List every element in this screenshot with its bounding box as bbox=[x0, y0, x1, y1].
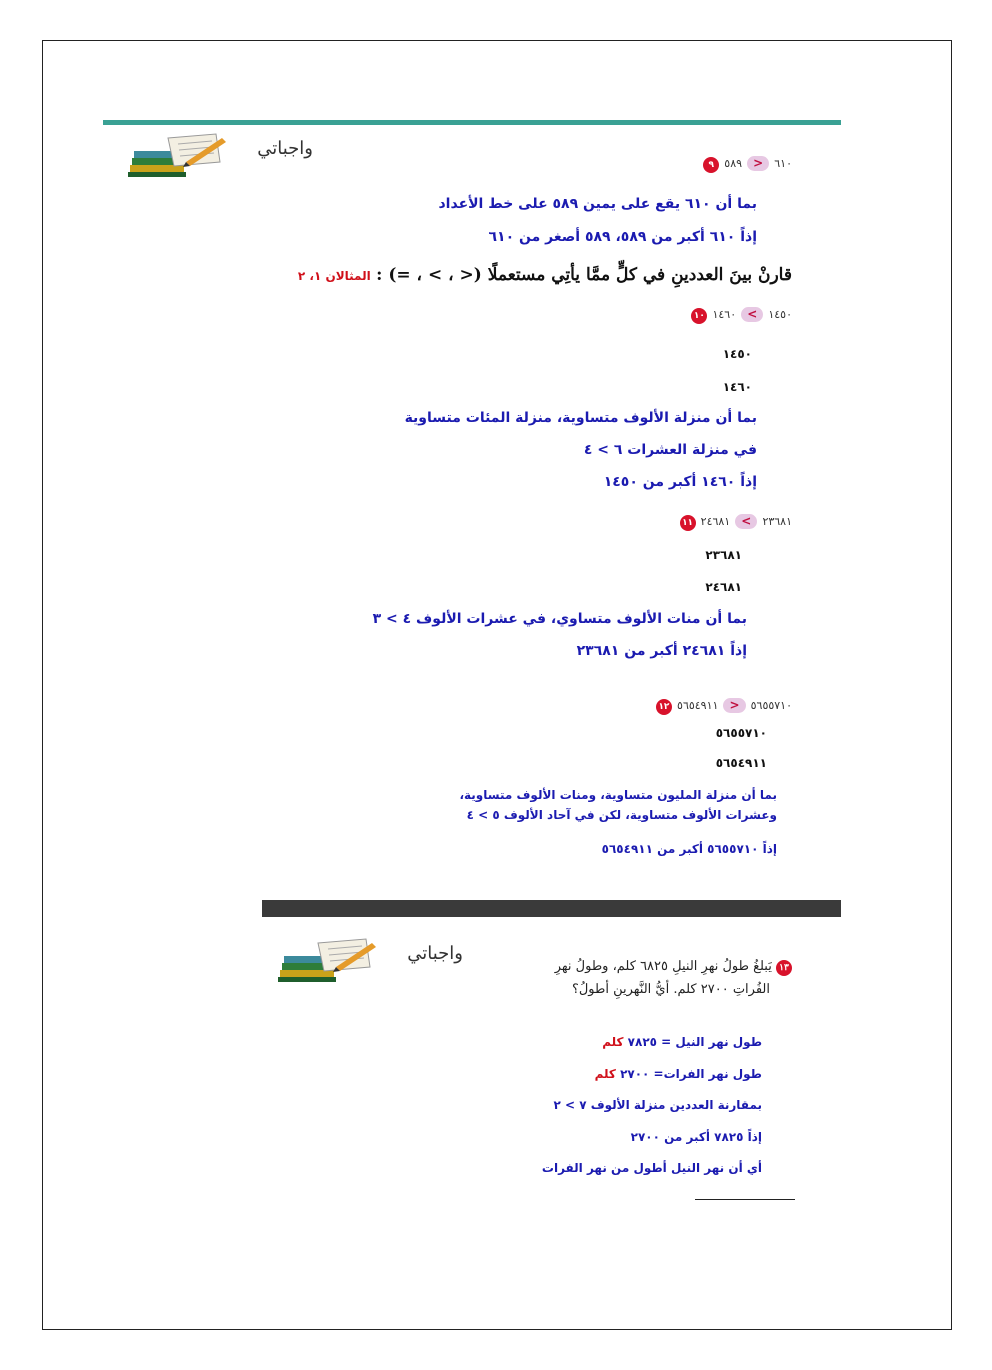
homework-logo-2 bbox=[278, 935, 463, 985]
logo-title: واجباتي bbox=[257, 138, 313, 159]
q10-line-1: بما أن منزلة الألوف متساوية، منزلة المئات متساوية bbox=[404, 410, 757, 426]
q10-left-number: ١٤٦٠ bbox=[712, 308, 737, 321]
q9-header bbox=[632, 152, 792, 173]
q9-number-badge: ٩ bbox=[703, 157, 719, 173]
q11-line-2: إذاً ٢٤٦٨١ أكبر من ٢٣٦٨١ bbox=[576, 643, 747, 659]
q13-nile-unit: كلم bbox=[602, 1035, 624, 1049]
logo-title-2: واجباتي bbox=[407, 943, 463, 964]
q10-header bbox=[592, 303, 792, 324]
books-pencil-icon bbox=[128, 132, 228, 180]
q13-prompt-line-2: الفُراتِ ٢٧٠٠ كلم. أيُّ النَّهرينِ أطولُ؟ bbox=[571, 982, 770, 997]
q10-stack-1: ١٤٥٠ bbox=[722, 347, 752, 361]
q11-operator: > bbox=[735, 514, 757, 529]
q9-line-2: إذاً ٦١٠ أكبر من ٥٨٩، ٥٨٩ أصغر من ٦١٠ bbox=[488, 229, 757, 245]
q13-line-2: إذاً ٧٨٢٥ أكبر من ٢٧٠٠ bbox=[630, 1130, 762, 1144]
section-divider-bar bbox=[262, 900, 841, 917]
q12-right-number: ٥٦٥٥٧١٠ bbox=[750, 699, 792, 712]
q13-euph-line bbox=[595, 1067, 762, 1081]
q13-prompt-line-1 bbox=[555, 959, 792, 976]
books-pencil-icon bbox=[278, 937, 378, 985]
q11-stack-1: ٢٣٦٨١ bbox=[705, 548, 742, 562]
q11-number-badge: ١١ bbox=[680, 515, 696, 531]
section-top-rule bbox=[103, 120, 841, 125]
q12-header bbox=[542, 694, 792, 715]
q13-euph-unit: كلم bbox=[594, 1067, 616, 1081]
q13-nile-label: طول نهر النيل = ٧٨٢٥ bbox=[627, 1035, 762, 1049]
q13-number-badge: ١٣ bbox=[776, 960, 792, 976]
q10-operator: > bbox=[741, 307, 763, 322]
q10-number-badge: ١٠ bbox=[691, 308, 707, 324]
q11-line-1: بما أن منات الألوف متساوي، في عشرات الألوف ٤ > ٣ bbox=[372, 611, 747, 627]
q11-header bbox=[562, 510, 792, 531]
q13-euph-label: طول نهر الفرات= ٢٧٠٠ bbox=[620, 1067, 762, 1081]
q12-stack-1: ٥٦٥٥٧١٠ bbox=[715, 726, 767, 740]
q12-line-2: وعشرات الألوف متساوية، لكن في آحاد الألوف ٥ > ٤ bbox=[466, 808, 777, 822]
q9-right-number: ٦١٠ bbox=[774, 157, 792, 170]
q10-right-number: ١٤٥٠ bbox=[768, 308, 792, 321]
q13-line-1: بمقارنة العددين منزلة الألوف ٧ > ٢ bbox=[553, 1098, 762, 1112]
q10-line-3: إذاً ١٤٦٠ أكبر من ١٤٥٠ bbox=[603, 474, 757, 490]
q9-left-number: ٥٨٩ bbox=[724, 157, 743, 170]
q12-number-badge: ١٢ bbox=[656, 699, 672, 715]
q9-operator: < bbox=[747, 156, 769, 171]
q12-left-number: ٥٦٥٤٩١١ bbox=[677, 699, 719, 712]
instruction-line bbox=[298, 265, 792, 285]
q12-stack-2: ٥٦٥٤٩١١ bbox=[715, 756, 767, 770]
q12-line-3: إذاً ٥٦٥٥٧١٠ أكبر من ٥٦٥٤٩١١ bbox=[601, 842, 777, 856]
answer-underline bbox=[695, 1199, 795, 1200]
q12-line-1: بما أن منزلة المليون متساوية، ومنات الألوف متساوية، bbox=[459, 788, 777, 802]
q9-line-1: بما أن ٦١٠ يقع على يمين ٥٨٩ على خط الأعداد bbox=[438, 196, 757, 212]
instruction-text: قارنْ بينَ العددينِ في كلٍّ ممَّا يأتِي مستعملًا (< ، > ، =) : bbox=[376, 265, 792, 285]
q11-right-number: ٢٣٦٨١ bbox=[762, 515, 792, 528]
q10-stack-2: ١٤٦٠ bbox=[722, 380, 752, 394]
q12-operator: < bbox=[723, 698, 745, 713]
q13-prompt-text-1: يَبلغُ طولُ نهرِ النيلِ ٦٨٢٥ كلم، وطولُ نهرِ bbox=[554, 959, 772, 974]
instruction-ref: المثالان ١، ٢ bbox=[297, 269, 371, 283]
q11-left-number: ٢٤٦٨١ bbox=[700, 515, 731, 528]
q13-nile-line bbox=[602, 1035, 762, 1049]
q13-line-3: أي أن نهر النيل أطول من نهر الفرات bbox=[541, 1161, 762, 1175]
q11-stack-2: ٢٤٦٨١ bbox=[705, 580, 742, 594]
q10-line-2: في منزلة العشرات ٦ > ٤ bbox=[583, 442, 757, 458]
homework-logo bbox=[128, 130, 313, 180]
